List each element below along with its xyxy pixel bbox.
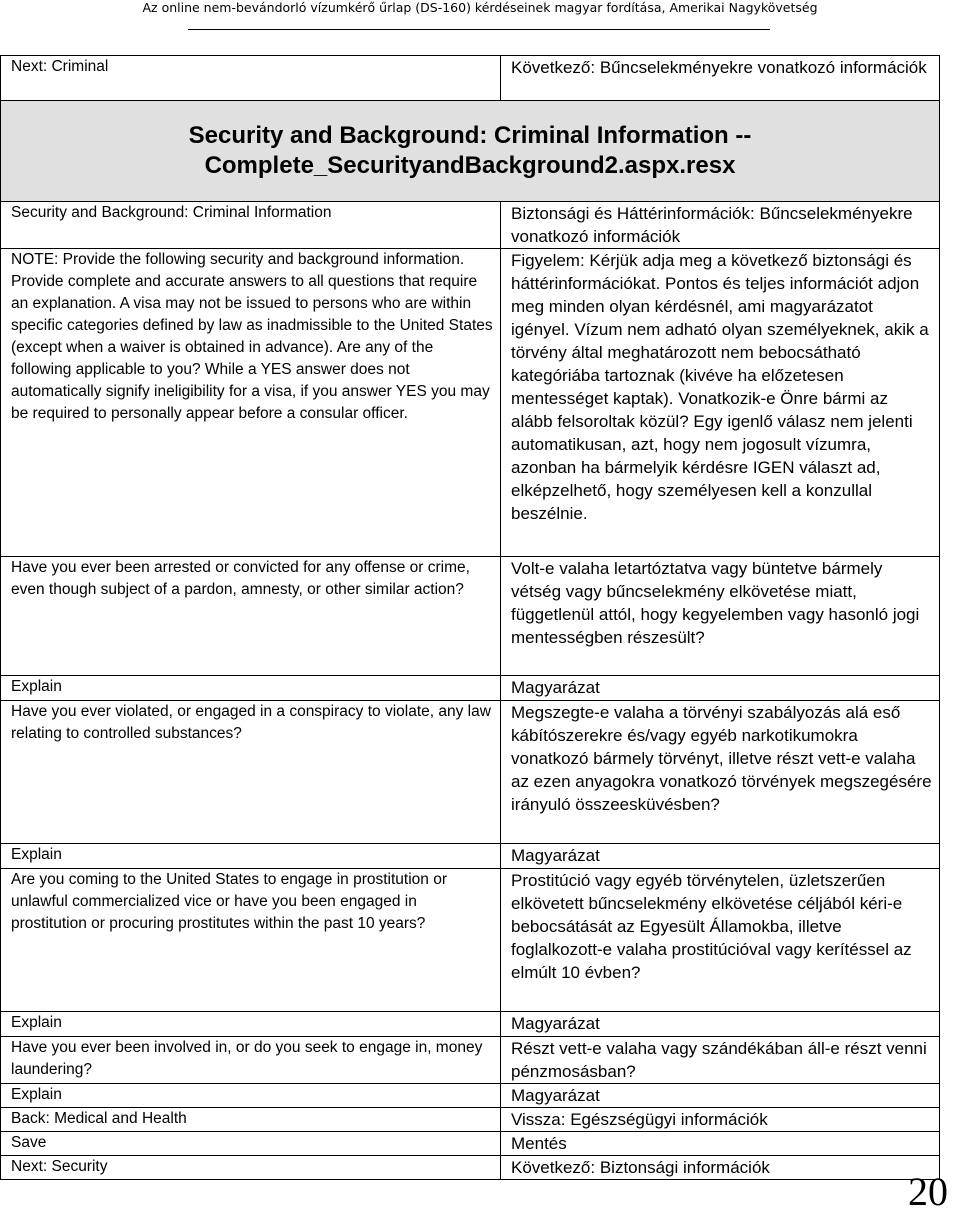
- table-row: [1, 701, 940, 844]
- explain-4-hu: Magyarázat: [501, 1084, 940, 1108]
- next-security-en: Next: Security: [1, 1156, 501, 1180]
- save-hu: Mentés: [501, 1132, 940, 1156]
- question-substances-hu: Megszegte-e valaha a törvényi szabályozás alá eső kábítószerekre és/vagy egyéb narkotikumokra vonatkozó bármely törvényt, illetve részt vett-e valaha az ezen anyagokra vonatkozó törvények megszegésére irányuló összeesküvésben?: [501, 701, 940, 844]
- table-row: [1, 202, 940, 249]
- translation-table: [0, 55, 940, 1180]
- next-criminal-en: Next: Criminal: [1, 56, 501, 101]
- table-row: [1, 869, 940, 1012]
- explain-3-en: Explain: [1, 1012, 501, 1037]
- table-row: [1, 1084, 940, 1108]
- question-substances-en: Have you ever violated, or engaged in a conspiracy to violate, any law relating to controlled substances?: [1, 701, 501, 844]
- table-row: [1, 249, 940, 557]
- table-row: [1, 1037, 940, 1084]
- note-hu: Figyelem: Kérjük adja meg a következő biztonsági és háttérinformációkat. Pontos és teljes információt adjon meg minden olyan kérdésnél, ami magyarázatot igényel. Vízum nem adható olyan személyeknek, akik a törvény által meghatározott nem bebocsátható kategóriába tartoznak (kivéve ha előzetesen mentességet kaptak). Vonatkozik-e Önre bármi az alább felsoroltak közül? Egy igenlő válasz nem jelenti automatikusan, azt, hogy nem jogosult vízumra, azonban ha bármelyik kérdésre IGEN választ ad, elképzelhető, hogy személyesen kell a konzullal beszélnie.: [501, 249, 940, 557]
- running-header: [0, 0, 960, 38]
- section-title: Security and Background: Criminal Information -- Complete_SecurityandBackground2.aspx.resx: [1, 101, 940, 202]
- page-number: 20: [908, 1169, 948, 1214]
- explain-1-en: Explain: [1, 676, 501, 701]
- title-en: Security and Background: Criminal Information: [1, 202, 501, 249]
- back-medical-en: Back: Medical and Health: [1, 1108, 501, 1132]
- table-row: [1, 1108, 940, 1132]
- note-en: NOTE: Provide the following security and background information. Provide complete and accurate answers to all questions that require an explanation. A visa may not be issued to persons who are within specific categories defined by law as inadmissible to the United States (except when a waiver is obtained in advance). Are any of the following applicable to you? While a YES answer does not automatically signify ineligibility for a visa, if you answer YES you may be required to personally appear before a consular officer.: [1, 249, 501, 557]
- explain-3-hu: Magyarázat: [501, 1012, 940, 1037]
- next-security-hu: Következő: Biztonsági információk: [501, 1156, 940, 1180]
- question-arrested-hu: Volt-e valaha letartóztatva vagy büntetve bármely vétség vagy bűncselekmény elkövetése miatt, függetlenül attól, hogy kegyelemben vagy hasonló jogi mentességben részesült?: [501, 557, 940, 676]
- explain-1-hu: Magyarázat: [501, 676, 940, 701]
- table-row: [1, 1132, 940, 1156]
- table-row: [1, 1012, 940, 1037]
- table-row: [1, 1156, 940, 1180]
- explain-4-en: Explain: [1, 1084, 501, 1108]
- section-header-row: [1, 101, 940, 202]
- question-money-laundering-en: Have you ever been involved in, or do you seek to engage in, money laundering?: [1, 1037, 501, 1084]
- question-prostitution-en: Are you coming to the United States to engage in prostitution or unlawful commercialized vice or have you been engaged in prostitution or procuring prostitutes within the past 10 years?: [1, 869, 501, 1012]
- explain-2-hu: Magyarázat: [501, 844, 940, 869]
- header-underline: [188, 29, 770, 30]
- title-hu: Biztonsági és Háttérinformációk: Bűncselekményekre vonatkozó információk: [501, 202, 940, 249]
- back-medical-hu: Vissza: Egészségügyi információk: [501, 1108, 940, 1132]
- running-header-title: Az online nem-bevándorló vízumkérő űrlap (DS-160) kérdéseinek magyar fordítása, Amerikai Nagykövetség: [142, 0, 818, 15]
- table-row: [1, 557, 940, 676]
- table-row: [1, 844, 940, 869]
- question-money-laundering-hu: Részt vett-e valaha vagy szándékában áll-e részt venni pénzmosásban?: [501, 1037, 940, 1084]
- explain-2-en: Explain: [1, 844, 501, 869]
- table-row: [1, 676, 940, 701]
- table-row: [1, 56, 940, 101]
- save-en: Save: [1, 1132, 501, 1156]
- question-prostitution-hu: Prostitúció vagy egyéb törvénytelen, üzletszerűen elkövetett bűncselekmény elkövetése céljából kéri-e bebocsátását az Egyesült Államokba, illetve foglalkozott-e valaha prostitúcióval vagy kerítéssel az elmúlt 10 évben?: [501, 869, 940, 1012]
- question-arrested-en: Have you ever been arrested or convicted for any offense or crime, even though subject of a pardon, amnesty, or other similar action?: [1, 557, 501, 676]
- next-criminal-hu: Következő: Bűncselekményekre vonatkozó információk: [501, 56, 940, 101]
